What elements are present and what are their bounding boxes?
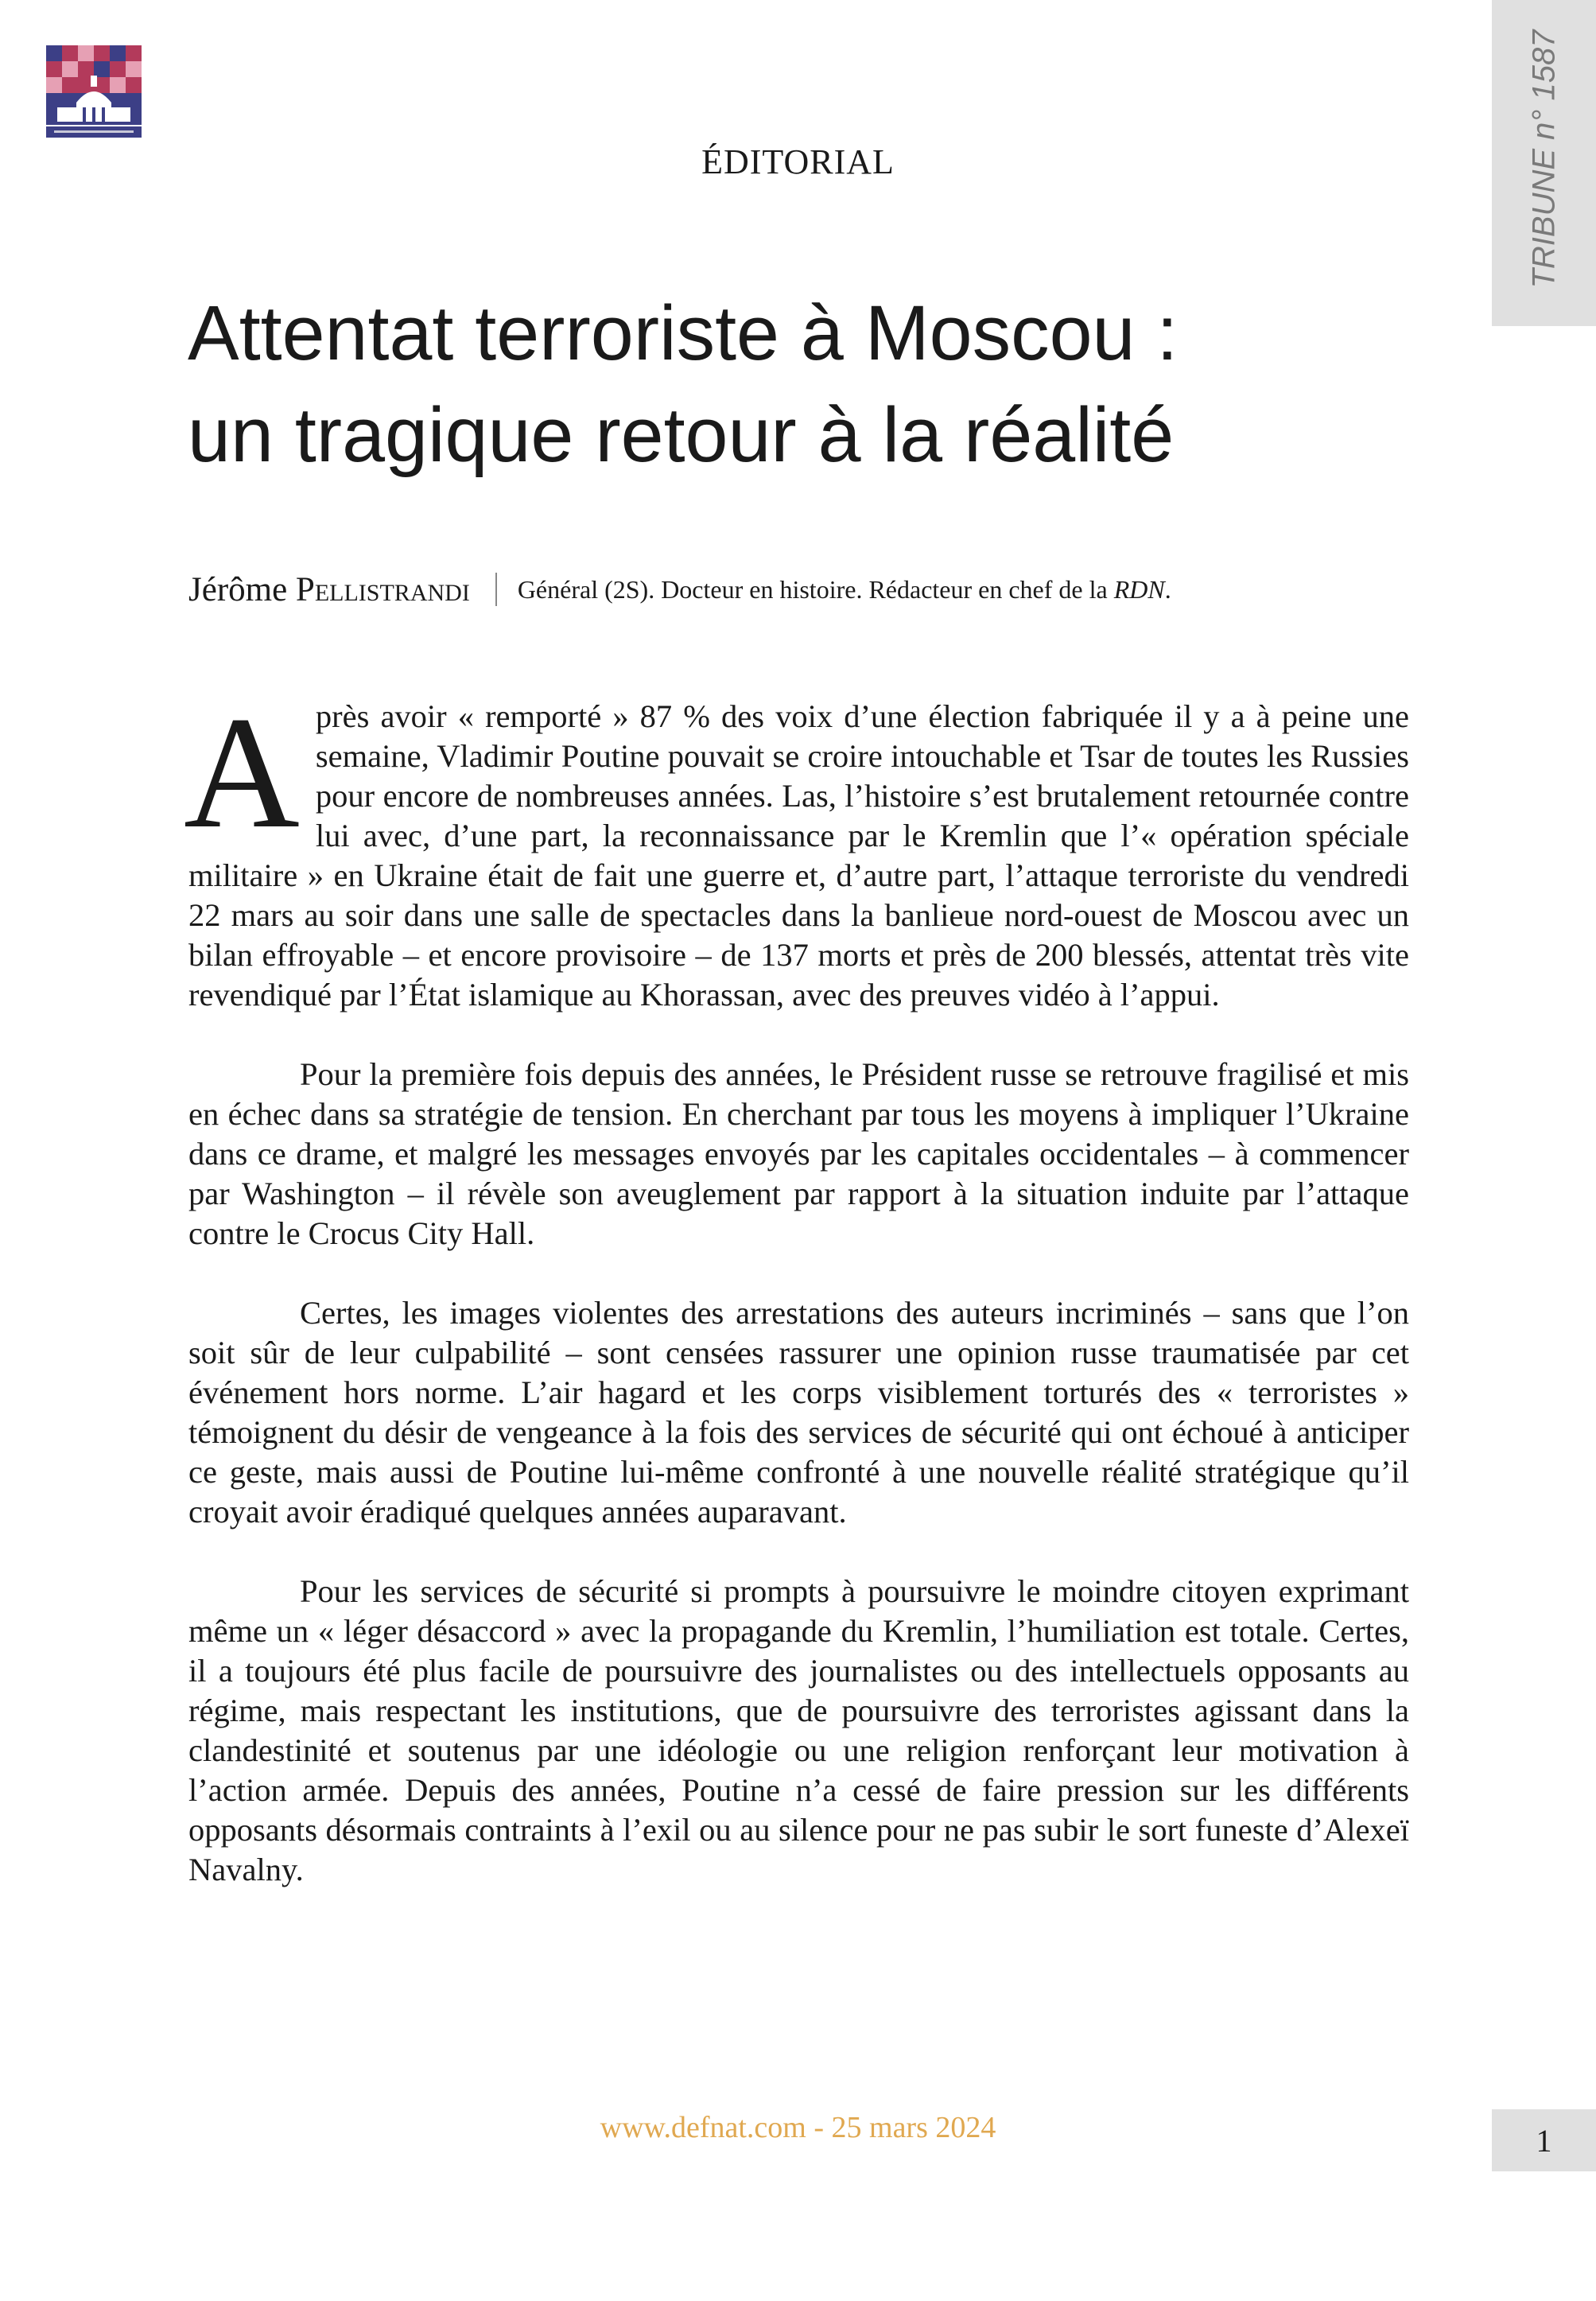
- paragraph-1: [184, 683, 1409, 1015]
- author-last-name: Pellistrandi: [295, 570, 470, 608]
- author-name: [188, 570, 470, 609]
- footer-url-date: www.defnat.com - 25 mars 2024: [600, 2111, 996, 2144]
- article-body: [184, 683, 1409, 1930]
- author-bio-end: .: [1164, 574, 1171, 604]
- author-bio-text: Général (2S). Docteur en histoire. Rédacteur en chef de la: [517, 574, 1108, 604]
- section-heading: ÉDITORIAL: [701, 142, 895, 181]
- byline-divider: [495, 573, 497, 606]
- author-bio-journal: RDN: [1113, 574, 1165, 604]
- drop-cap: A: [184, 683, 300, 861]
- author-bio: [518, 575, 1171, 604]
- dome-building-logo: [46, 45, 142, 141]
- title-line-1: Attentat terroriste à Moscou :: [188, 290, 1179, 376]
- side-tab-label-wrap: [1492, 0, 1596, 326]
- paragraph-2: Pour la première fois depuis des années, le Président russe se retrouve fragilisé et mis en échec dans sa stratégie de tension. En cherchant par tous les moyens à impliquer l’Ukraine dans ce drame, et malgré les messages envoyés par les capitales occidentales – à commencer par Washington – il révèle son aveuglement par rapport à la situation induite par l’attaque contre le Crocus City Hall.: [188, 1056, 1409, 1251]
- page-number: 1: [1492, 2109, 1596, 2171]
- paragraph-1-text: près avoir « remporté » 87 % des voix d’une élection fabriquée il y a à peine une semaine, Vladimir Poutine pouvait se croire intouchable et Tsar de toutes les Russies pour encore de nombreuses années. Las, l’histoire s’est brutalement retournée contre lui avec, d’une part, la reconnaissance par le Kremlin que l’« opération spéciale militaire » en Ukraine était de fait une guerre et, d’autre part, l’attaque terroriste du vendredi 22 mars au soir dans une salle de spectacles dans la banlieue nord-ouest de Moscou avec un bilan effroyable – et encore provisoire – de 137 morts et près de 200 blessés, attentat très vite revendiqué par l’État islamique au Khorassan, avec des preuves vidéo à l’appui.: [188, 698, 1409, 1013]
- title-line-2: un tragique retour à la réalité: [188, 391, 1175, 478]
- author-first-name: Jérôme: [188, 570, 288, 608]
- byline: [188, 567, 1171, 612]
- tribune-number: TRIBUNE n° 1587: [1526, 29, 1561, 289]
- paragraph-4: Pour les services de sécurité si prompts à poursuivre le moindre citoyen exprimant même un « léger désaccord » avec la propagande du Kremlin, l’humiliation est totale. Certes, il a toujours été plus facile de poursuivre des journalistes ou des intellectuels opposants au régime, mais respectant les institutions, que de poursuivre des terroristes agissant dans la clandestinité et soutenus par une idéologie ou une religion renforçant leur motivation à l’action armée. Depuis des années, Poutine n’a cessé de faire pression sur les différents opposants désormais contraints à l’exil ou au silence pour ne pas subir le sort funeste d’Alexeï Navalny.: [188, 1573, 1409, 1887]
- paragraph-3: Certes, les images violentes des arrestations des auteurs incriminés – sans que l’on soit sûr de leur culpabilité – sont censées rassurer une opinion russe traumatisée par cet événement hors norme. L’air hagard et les corps visiblement torturés des « terroristes » témoignent du désir de vengeance à la fois des services de sécurité qui ont échoué à anticiper ce geste, mais aussi de Poutine lui-même confronté à une nouvelle réalité stratégique qu’il croyait avoir éradiqué quelques années auparavant.: [188, 1295, 1409, 1529]
- article-title: [188, 282, 1380, 486]
